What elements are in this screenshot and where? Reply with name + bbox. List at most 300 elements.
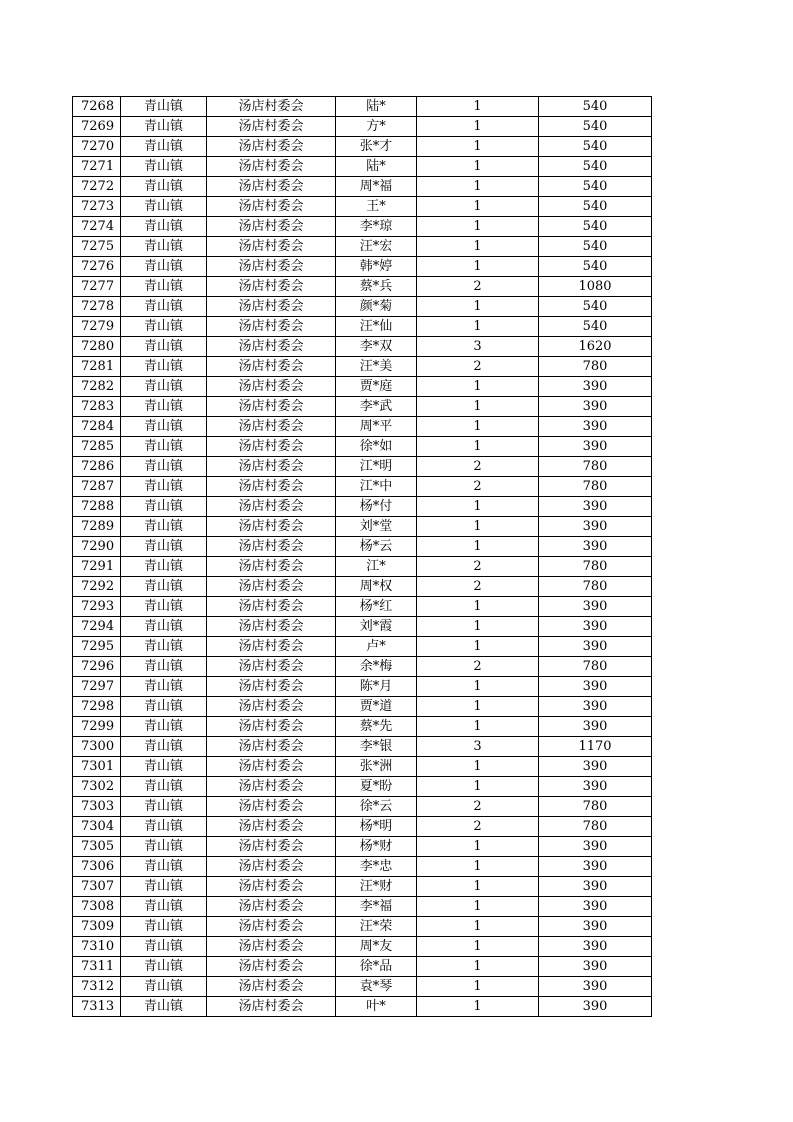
town-cell: 青山镇: [121, 357, 207, 377]
amount-cell: 390: [539, 437, 652, 457]
amount-cell: 390: [539, 957, 652, 977]
town-cell: 青山镇: [121, 237, 207, 257]
row-number-cell: 7297: [73, 677, 121, 697]
row-number-cell: 7290: [73, 537, 121, 557]
count-cell: 2: [417, 817, 539, 837]
row-number-cell: 7299: [73, 717, 121, 737]
amount-cell: 540: [539, 137, 652, 157]
table-row: [73, 357, 652, 377]
village-cell: 汤店村委会: [207, 957, 336, 977]
row-number-cell: 7311: [73, 957, 121, 977]
count-cell: 1: [417, 297, 539, 317]
town-cell: 青山镇: [121, 937, 207, 957]
town-cell: 青山镇: [121, 497, 207, 517]
town-cell: 青山镇: [121, 317, 207, 337]
town-cell: 青山镇: [121, 897, 207, 917]
amount-cell: 780: [539, 817, 652, 837]
amount-cell: 540: [539, 117, 652, 137]
name-cell: 贾*道: [336, 697, 417, 717]
table-row: [73, 897, 652, 917]
amount-cell: 390: [539, 897, 652, 917]
name-cell: 陆*: [336, 157, 417, 177]
name-cell: 江*明: [336, 457, 417, 477]
row-number-cell: 7291: [73, 557, 121, 577]
amount-cell: 390: [539, 377, 652, 397]
count-cell: 1: [417, 837, 539, 857]
amount-cell: 390: [539, 697, 652, 717]
village-cell: 汤店村委会: [207, 717, 336, 737]
town-cell: 青山镇: [121, 437, 207, 457]
name-cell: 汪*荣: [336, 917, 417, 937]
town-cell: 青山镇: [121, 997, 207, 1017]
town-cell: 青山镇: [121, 397, 207, 417]
row-number-cell: 7306: [73, 857, 121, 877]
count-cell: 2: [417, 557, 539, 577]
name-cell: 蔡*兵: [336, 277, 417, 297]
name-cell: 颜*菊: [336, 297, 417, 317]
table-row: [73, 497, 652, 517]
row-number-cell: 7270: [73, 137, 121, 157]
amount-cell: 780: [539, 797, 652, 817]
amount-cell: 390: [539, 877, 652, 897]
amount-cell: 390: [539, 597, 652, 617]
village-cell: 汤店村委会: [207, 417, 336, 437]
village-cell: 汤店村委会: [207, 457, 336, 477]
table-row: [73, 997, 652, 1017]
name-cell: 张*洲: [336, 757, 417, 777]
count-cell: 1: [417, 917, 539, 937]
town-cell: 青山镇: [121, 557, 207, 577]
table-row: [73, 777, 652, 797]
table-row: [73, 577, 652, 597]
data-table: [72, 96, 652, 1017]
row-number-cell: 7300: [73, 737, 121, 757]
name-cell: 李*武: [336, 397, 417, 417]
town-cell: 青山镇: [121, 657, 207, 677]
amount-cell: 540: [539, 97, 652, 117]
name-cell: 李*双: [336, 337, 417, 357]
name-cell: 李*忠: [336, 857, 417, 877]
name-cell: 江*: [336, 557, 417, 577]
town-cell: 青山镇: [121, 857, 207, 877]
count-cell: 1: [417, 997, 539, 1017]
row-number-cell: 7298: [73, 697, 121, 717]
row-number-cell: 7312: [73, 977, 121, 997]
table-row: [73, 677, 652, 697]
town-cell: 青山镇: [121, 797, 207, 817]
count-cell: 1: [417, 137, 539, 157]
amount-cell: 390: [539, 617, 652, 637]
name-cell: 江*中: [336, 477, 417, 497]
amount-cell: 390: [539, 857, 652, 877]
village-cell: 汤店村委会: [207, 117, 336, 137]
count-cell: 1: [417, 397, 539, 417]
count-cell: 1: [417, 897, 539, 917]
amount-cell: 540: [539, 257, 652, 277]
village-cell: 汤店村委会: [207, 277, 336, 297]
amount-cell: 780: [539, 657, 652, 677]
count-cell: 1: [417, 637, 539, 657]
row-number-cell: 7309: [73, 917, 121, 937]
village-cell: 汤店村委会: [207, 697, 336, 717]
table-row: [73, 457, 652, 477]
name-cell: 刘*霞: [336, 617, 417, 637]
count-cell: 1: [417, 877, 539, 897]
village-cell: 汤店村委会: [207, 297, 336, 317]
row-number-cell: 7303: [73, 797, 121, 817]
table-row: [73, 717, 652, 737]
village-cell: 汤店村委会: [207, 657, 336, 677]
amount-cell: 390: [539, 777, 652, 797]
row-number-cell: 7279: [73, 317, 121, 337]
count-cell: 1: [417, 177, 539, 197]
count-cell: 2: [417, 277, 539, 297]
count-cell: 2: [417, 657, 539, 677]
row-number-cell: 7294: [73, 617, 121, 637]
village-cell: 汤店村委会: [207, 837, 336, 857]
name-cell: 杨*明: [336, 817, 417, 837]
count-cell: 1: [417, 157, 539, 177]
table-row: [73, 657, 652, 677]
name-cell: 汪*仙: [336, 317, 417, 337]
name-cell: 周*福: [336, 177, 417, 197]
count-cell: 2: [417, 457, 539, 477]
village-cell: 汤店村委会: [207, 137, 336, 157]
town-cell: 青山镇: [121, 97, 207, 117]
row-number-cell: 7268: [73, 97, 121, 117]
name-cell: 蔡*先: [336, 717, 417, 737]
row-number-cell: 7276: [73, 257, 121, 277]
row-number-cell: 7283: [73, 397, 121, 417]
table-row: [73, 957, 652, 977]
table-row: [73, 217, 652, 237]
town-cell: 青山镇: [121, 757, 207, 777]
count-cell: 1: [417, 237, 539, 257]
town-cell: 青山镇: [121, 517, 207, 537]
name-cell: 方*: [336, 117, 417, 137]
town-cell: 青山镇: [121, 257, 207, 277]
count-cell: 2: [417, 477, 539, 497]
name-cell: 李*琼: [336, 217, 417, 237]
table-row: [73, 197, 652, 217]
count-cell: 1: [417, 97, 539, 117]
amount-cell: 390: [539, 917, 652, 937]
table-row: [73, 877, 652, 897]
town-cell: 青山镇: [121, 957, 207, 977]
count-cell: 1: [417, 777, 539, 797]
row-number-cell: 7296: [73, 657, 121, 677]
row-number-cell: 7269: [73, 117, 121, 137]
amount-cell: 780: [539, 457, 652, 477]
table-row: [73, 317, 652, 337]
name-cell: 张*才: [336, 137, 417, 157]
town-cell: 青山镇: [121, 417, 207, 437]
name-cell: 李*银: [336, 737, 417, 757]
name-cell: 陆*: [336, 97, 417, 117]
name-cell: 杨*付: [336, 497, 417, 517]
town-cell: 青山镇: [121, 737, 207, 757]
row-number-cell: 7274: [73, 217, 121, 237]
village-cell: 汤店村委会: [207, 477, 336, 497]
amount-cell: 390: [539, 417, 652, 437]
amount-cell: 540: [539, 157, 652, 177]
name-cell: 卢*: [336, 637, 417, 657]
town-cell: 青山镇: [121, 977, 207, 997]
name-cell: 周*权: [336, 577, 417, 597]
village-cell: 汤店村委会: [207, 377, 336, 397]
count-cell: 1: [417, 517, 539, 537]
count-cell: 1: [417, 257, 539, 277]
village-cell: 汤店村委会: [207, 157, 336, 177]
village-cell: 汤店村委会: [207, 797, 336, 817]
village-cell: 汤店村委会: [207, 97, 336, 117]
village-cell: 汤店村委会: [207, 897, 336, 917]
town-cell: 青山镇: [121, 677, 207, 697]
row-number-cell: 7272: [73, 177, 121, 197]
village-cell: 汤店村委会: [207, 237, 336, 257]
table-body: [73, 97, 652, 1017]
name-cell: 贾*庭: [336, 377, 417, 397]
table-row: [73, 937, 652, 957]
town-cell: 青山镇: [121, 537, 207, 557]
table-row: [73, 437, 652, 457]
table-row: [73, 597, 652, 617]
table-row: [73, 977, 652, 997]
table-row: [73, 277, 652, 297]
town-cell: 青山镇: [121, 337, 207, 357]
amount-cell: 540: [539, 197, 652, 217]
town-cell: 青山镇: [121, 637, 207, 657]
row-number-cell: 7285: [73, 437, 121, 457]
amount-cell: 780: [539, 557, 652, 577]
town-cell: 青山镇: [121, 197, 207, 217]
row-number-cell: 7295: [73, 637, 121, 657]
name-cell: 周*平: [336, 417, 417, 437]
count-cell: 1: [417, 437, 539, 457]
amount-cell: 390: [539, 997, 652, 1017]
village-cell: 汤店村委会: [207, 217, 336, 237]
amount-cell: 1170: [539, 737, 652, 757]
count-cell: 1: [417, 717, 539, 737]
table-row: [73, 177, 652, 197]
count-cell: 2: [417, 577, 539, 597]
row-number-cell: 7301: [73, 757, 121, 777]
count-cell: 1: [417, 957, 539, 977]
town-cell: 青山镇: [121, 877, 207, 897]
count-cell: 1: [417, 377, 539, 397]
amount-cell: 390: [539, 937, 652, 957]
row-number-cell: 7275: [73, 237, 121, 257]
amount-cell: 390: [539, 717, 652, 737]
amount-cell: 390: [539, 677, 652, 697]
count-cell: 1: [417, 597, 539, 617]
row-number-cell: 7305: [73, 837, 121, 857]
row-number-cell: 7282: [73, 377, 121, 397]
village-cell: 汤店村委会: [207, 257, 336, 277]
town-cell: 青山镇: [121, 117, 207, 137]
town-cell: 青山镇: [121, 477, 207, 497]
count-cell: 1: [417, 317, 539, 337]
village-cell: 汤店村委会: [207, 777, 336, 797]
amount-cell: 540: [539, 217, 652, 237]
village-cell: 汤店村委会: [207, 177, 336, 197]
town-cell: 青山镇: [121, 217, 207, 237]
count-cell: 1: [417, 757, 539, 777]
amount-cell: 390: [539, 497, 652, 517]
village-cell: 汤店村委会: [207, 737, 336, 757]
row-number-cell: 7284: [73, 417, 121, 437]
town-cell: 青山镇: [121, 817, 207, 837]
name-cell: 汪*宏: [336, 237, 417, 257]
row-number-cell: 7310: [73, 937, 121, 957]
row-number-cell: 7280: [73, 337, 121, 357]
village-cell: 汤店村委会: [207, 497, 336, 517]
name-cell: 刘*堂: [336, 517, 417, 537]
village-cell: 汤店村委会: [207, 877, 336, 897]
row-number-cell: 7302: [73, 777, 121, 797]
table-row: [73, 137, 652, 157]
table-row: [73, 737, 652, 757]
table-row: [73, 857, 652, 877]
amount-cell: 780: [539, 477, 652, 497]
name-cell: 余*梅: [336, 657, 417, 677]
row-number-cell: 7271: [73, 157, 121, 177]
town-cell: 青山镇: [121, 177, 207, 197]
amount-cell: 780: [539, 357, 652, 377]
count-cell: 1: [417, 197, 539, 217]
row-number-cell: 7313: [73, 997, 121, 1017]
row-number-cell: 7307: [73, 877, 121, 897]
table-row: [73, 157, 652, 177]
table-row: [73, 537, 652, 557]
count-cell: 1: [417, 417, 539, 437]
amount-cell: 390: [539, 537, 652, 557]
amount-cell: 390: [539, 397, 652, 417]
row-number-cell: 7289: [73, 517, 121, 537]
name-cell: 夏*盼: [336, 777, 417, 797]
table-row: [73, 397, 652, 417]
amount-cell: 390: [539, 757, 652, 777]
village-cell: 汤店村委会: [207, 757, 336, 777]
town-cell: 青山镇: [121, 597, 207, 617]
village-cell: 汤店村委会: [207, 917, 336, 937]
count-cell: 1: [417, 677, 539, 697]
table-row: [73, 517, 652, 537]
row-number-cell: 7278: [73, 297, 121, 317]
village-cell: 汤店村委会: [207, 997, 336, 1017]
row-number-cell: 7308: [73, 897, 121, 917]
village-cell: 汤店村委会: [207, 517, 336, 537]
table-row: [73, 697, 652, 717]
amount-cell: 1620: [539, 337, 652, 357]
amount-cell: 1080: [539, 277, 652, 297]
table-row: [73, 377, 652, 397]
town-cell: 青山镇: [121, 577, 207, 597]
row-number-cell: 7277: [73, 277, 121, 297]
count-cell: 1: [417, 937, 539, 957]
village-cell: 汤店村委会: [207, 357, 336, 377]
row-number-cell: 7288: [73, 497, 121, 517]
town-cell: 青山镇: [121, 777, 207, 797]
table-row: [73, 757, 652, 777]
row-number-cell: 7281: [73, 357, 121, 377]
count-cell: 2: [417, 357, 539, 377]
village-cell: 汤店村委会: [207, 677, 336, 697]
name-cell: 韩*婷: [336, 257, 417, 277]
table-row: [73, 557, 652, 577]
town-cell: 青山镇: [121, 297, 207, 317]
count-cell: 1: [417, 537, 539, 557]
name-cell: 杨*云: [336, 537, 417, 557]
table-row: [73, 237, 652, 257]
count-cell: 3: [417, 337, 539, 357]
name-cell: 叶*: [336, 997, 417, 1017]
table-row: [73, 337, 652, 357]
town-cell: 青山镇: [121, 717, 207, 737]
village-cell: 汤店村委会: [207, 817, 336, 837]
row-number-cell: 7287: [73, 477, 121, 497]
amount-cell: 540: [539, 317, 652, 337]
amount-cell: 390: [539, 977, 652, 997]
table-row: [73, 797, 652, 817]
village-cell: 汤店村委会: [207, 857, 336, 877]
village-cell: 汤店村委会: [207, 977, 336, 997]
row-number-cell: 7293: [73, 597, 121, 617]
table-row: [73, 297, 652, 317]
amount-cell: 390: [539, 837, 652, 857]
village-cell: 汤店村委会: [207, 437, 336, 457]
name-cell: 徐*品: [336, 957, 417, 977]
town-cell: 青山镇: [121, 157, 207, 177]
table-row: [73, 917, 652, 937]
row-number-cell: 7273: [73, 197, 121, 217]
amount-cell: 540: [539, 237, 652, 257]
amount-cell: 390: [539, 517, 652, 537]
count-cell: 1: [417, 697, 539, 717]
count-cell: 3: [417, 737, 539, 757]
table-row: [73, 97, 652, 117]
village-cell: 汤店村委会: [207, 397, 336, 417]
count-cell: 1: [417, 857, 539, 877]
name-cell: 李*福: [336, 897, 417, 917]
town-cell: 青山镇: [121, 617, 207, 637]
count-cell: 1: [417, 617, 539, 637]
town-cell: 青山镇: [121, 377, 207, 397]
village-cell: 汤店村委会: [207, 337, 336, 357]
village-cell: 汤店村委会: [207, 577, 336, 597]
table-row: [73, 637, 652, 657]
row-number-cell: 7292: [73, 577, 121, 597]
table-row: [73, 117, 652, 137]
village-cell: 汤店村委会: [207, 197, 336, 217]
village-cell: 汤店村委会: [207, 557, 336, 577]
table-row: [73, 257, 652, 277]
name-cell: 袁*琴: [336, 977, 417, 997]
village-cell: 汤店村委会: [207, 537, 336, 557]
amount-cell: 390: [539, 637, 652, 657]
village-cell: 汤店村委会: [207, 317, 336, 337]
name-cell: 汪*美: [336, 357, 417, 377]
table-row: [73, 477, 652, 497]
village-cell: 汤店村委会: [207, 637, 336, 657]
town-cell: 青山镇: [121, 837, 207, 857]
town-cell: 青山镇: [121, 697, 207, 717]
name-cell: 汪*财: [336, 877, 417, 897]
name-cell: 王*: [336, 197, 417, 217]
row-number-cell: 7304: [73, 817, 121, 837]
count-cell: 1: [417, 977, 539, 997]
town-cell: 青山镇: [121, 137, 207, 157]
